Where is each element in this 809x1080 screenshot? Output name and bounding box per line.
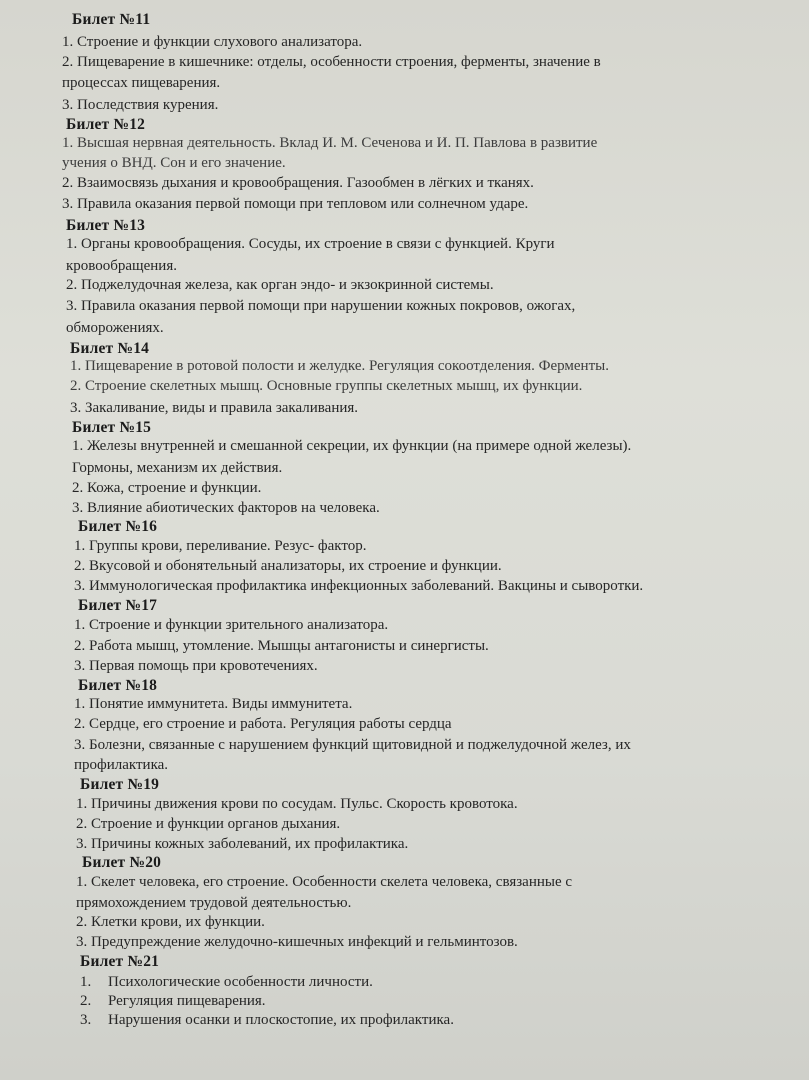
ticket-line: 2. Строение и функции органов дыхания. <box>76 816 341 832</box>
ticket-line: 1. Скелет человека, его строение. Особенности скелета человека, связанные с <box>76 874 573 890</box>
ticket-line: 3. Первая помощь при кровотечениях. <box>74 658 318 674</box>
ticket-line: 1. Причины движения крови по сосудам. Пульс. Скорость кровотока. <box>76 796 518 812</box>
ticket-line: обморожениях. <box>66 320 164 336</box>
ticket-line: прямохождением трудовой деятельностью. <box>76 895 352 911</box>
ticket-line: 3. Болезни, связанные с нарушением функций щитовидной и поджелудочной желез, их <box>74 737 631 753</box>
ticket-line: 1. Железы внутренней и смешанной секреции, их функции (на примере одной железы). <box>72 438 632 454</box>
ticket-title: Билет №15 <box>72 419 152 436</box>
ticket-title: Билет №21 <box>80 953 160 970</box>
ticket-title: Билет №16 <box>78 518 158 535</box>
ticket-line: 1. Строение и функции зрительного анализатора. <box>74 617 389 633</box>
ticket-line: 2. Поджелудочная железа, как орган эндо- и экзокринной системы. <box>66 277 494 293</box>
ticket-line: 3. Причины кожных заболеваний, их профилактика. <box>76 836 409 852</box>
ticket-line: 3. Закаливание, виды и правила закаливания. <box>70 400 359 416</box>
ticket-line: 2. Сердце, его строение и работа. Регуляция работы сердца <box>74 716 452 732</box>
ticket-title: Билет №14 <box>70 340 150 357</box>
list-item-number: 2. <box>80 993 92 1009</box>
ticket-title: Билет №19 <box>80 776 160 793</box>
ticket-title: Билет №18 <box>78 677 158 694</box>
ticket-line: 2. Клетки крови, их функции. <box>76 914 265 930</box>
ticket-title: Билет №17 <box>78 597 158 614</box>
ticket-line: 2. Работа мышц, утомление. Мышцы антагонисты и синергисты. <box>74 638 489 654</box>
ticket-line: кровообращения. <box>66 258 177 274</box>
ticket-line: 3. Иммунологическая профилактика инфекционных заболеваний. Вакцины и сыворотки. <box>74 578 644 594</box>
ticket-title: Билет №11 <box>72 11 151 28</box>
ticket-line: 3. Предупреждение желудочно-кишечных инфекций и гельминтозов. <box>76 934 518 950</box>
ticket-title: Билет №20 <box>82 854 162 871</box>
list-item <box>80 972 373 992</box>
ticket-line: 1. Понятие иммунитета. Виды иммунитета. <box>74 696 353 712</box>
ticket-title: Билет №12 <box>66 116 146 133</box>
ticket-line: 1. Высшая нервная деятельность. Вклад И. М. Сеченова и И. П. Павлова в развитие <box>62 135 598 151</box>
ticket-line: 3. Правила оказания первой помощи при нарушении кожных покровов, ожогах, <box>66 298 576 314</box>
list-item-number: 3. <box>80 1012 92 1028</box>
ticket-title: Билет №13 <box>66 217 146 234</box>
ticket-line: 1. Пищеварение в ротовой полости и желудке. Регуляция сокоотделения. Ферменты. <box>70 358 609 374</box>
ticket-line: 3. Влияние абиотических факторов на человека. <box>72 500 380 516</box>
ticket-line: 3. Правила оказания первой помощи при тепловом или солнечном ударе. <box>62 196 529 212</box>
ticket-line: Гормоны, механизм их действия. <box>72 460 283 476</box>
ticket-line: процессах пищеварения. <box>62 75 221 91</box>
list-item-number: 1. <box>80 974 92 990</box>
ticket-line: профилактика. <box>74 757 169 773</box>
list-item-text: Регуляция пищеварения. <box>108 993 266 1009</box>
list-item <box>80 991 266 1011</box>
ticket-line: 2. Кожа, строение и функции. <box>72 480 262 496</box>
ticket-line: 3. Последствия курения. <box>62 97 219 113</box>
ticket-line: 1. Органы кровообращения. Сосуды, их строение в связи с функцией. Круги <box>66 236 555 252</box>
ticket-line: 2. Строение скелетных мышц. Основные группы скелетных мышц, их функции. <box>70 378 583 394</box>
ticket-line: 2. Пищеварение в кишечнике: отделы, особенности строения, ферменты, значение в <box>62 54 601 70</box>
ticket-line: 1. Группы крови, переливание. Резус- фактор. <box>74 538 367 554</box>
ticket-line: учения о ВНД. Сон и его значение. <box>62 155 286 171</box>
ticket-line: 1. Строение и функции слухового анализатора. <box>62 34 363 50</box>
list-item-text: Нарушения осанки и плоскостопие, их профилактика. <box>108 1012 454 1028</box>
ticket-line: 2. Вкусовой и обонятельный анализаторы, их строение и функции. <box>74 558 502 574</box>
list-item-text: Психологические особенности личности. <box>108 974 373 990</box>
ticket-line: 2. Взаимосвязь дыхания и кровообращения. Газообмен в лёгких и тканях. <box>62 175 534 191</box>
list-item <box>80 1010 454 1030</box>
